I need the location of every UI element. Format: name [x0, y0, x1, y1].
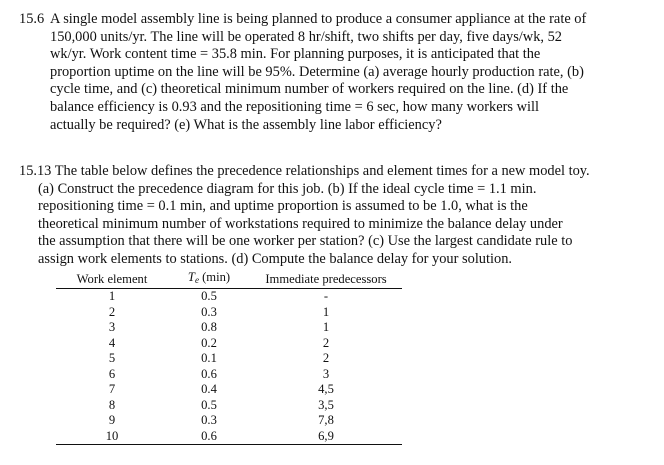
problem-line: (a) Construct the precedence diagram for this job. (b) If the ideal cycle time = 1.1 min. — [38, 180, 537, 197]
cell-time: 0.6 — [201, 366, 217, 381]
problem-line: A single model assembly line is being planned to produce a consumer appliance at the rate of — [50, 11, 587, 27]
cell-predecessors: 3,5 — [318, 397, 334, 412]
problem-text — [50, 11, 659, 134]
cell-element: 1 — [108, 289, 116, 304]
problem-line: The table below defines the precedence relationships and element times for a new model toy. — [54, 163, 590, 179]
table-row — [56, 351, 402, 367]
problem-text — [19, 163, 659, 269]
table-row — [56, 429, 402, 445]
problem-line: the assumption that there will be one worker per station? (c) Use the largest candidate rule to — [38, 233, 573, 250]
cell-time: 0.1 — [201, 351, 217, 366]
problem-line: repositioning time = 0.1 min, and uptime proportion is assumed to be 1.0, what is the — [38, 198, 528, 215]
cell-time: 0.2 — [201, 335, 217, 350]
problem-line: wk/yr. Work content time = 35.8 min. For planning purposes, it is anticipated that the — [50, 46, 541, 63]
problem-line: theoretical minimum number of workstations required to minimize the balance delay under — [38, 215, 563, 232]
header-element-time — [168, 270, 250, 289]
cell-element: 2 — [108, 304, 116, 319]
cell-predecessors: 1 — [322, 320, 330, 335]
problem-line: cycle time, and (c) theoretical minimum number of workers required on the line. (d) If the — [50, 81, 569, 98]
cell-time: 0.5 — [201, 289, 217, 304]
cell-predecessors: 2 — [322, 351, 330, 366]
table-row — [56, 305, 402, 321]
problem-line: 150,000 units/yr. The line will be operated 8 hr/shift, two shifts per day, five days/wk, 52 — [50, 28, 562, 45]
cell-predecessors: 2 — [322, 335, 330, 350]
problem-line: balance efficiency is 0.93 and the repositioning time = 6 sec, how many workers will — [50, 98, 540, 115]
problem-line: proportion uptime on the line will be 95%. Determine (a) average hourly production rate, (b) — [50, 63, 584, 80]
problem-line: actually be required? (e) What is the assembly line labor efficiency? — [50, 116, 442, 133]
cell-time: 0.8 — [201, 320, 217, 335]
cell-time: 0.4 — [201, 382, 217, 397]
cell-predecessors: - — [323, 289, 329, 304]
cell-element: 9 — [108, 413, 116, 428]
cell-element: 3 — [108, 320, 116, 335]
table-row — [56, 289, 402, 305]
table-row — [56, 336, 402, 352]
cell-time: 0.6 — [168, 429, 250, 445]
te-unit: (min) — [198, 270, 231, 284]
cell-element: 10 — [56, 429, 168, 445]
cell-predecessors: 3 — [322, 366, 330, 381]
problem-number: 15.6 — [19, 11, 45, 27]
cell-predecessors: 1 — [322, 304, 330, 319]
problem-first-line — [19, 163, 659, 181]
header-predecessors: Immediate predecessors — [250, 270, 402, 289]
problem-number: 15.13 — [19, 163, 52, 179]
table-row — [56, 413, 402, 429]
cell-element: 6 — [108, 366, 116, 381]
problem-15-13 — [19, 163, 659, 269]
problem-line: assign work elements to stations. (d) Compute the balance delay for your solution. — [38, 250, 512, 267]
table-row — [56, 382, 402, 398]
table-row — [56, 367, 402, 383]
te-subscript: e — [194, 275, 199, 285]
cell-time: 0.5 — [201, 397, 217, 412]
cell-element: 7 — [108, 382, 116, 397]
problem-15-6 — [19, 11, 659, 134]
cell-predecessors: 6,9 — [250, 429, 402, 445]
cell-element: 5 — [108, 351, 116, 366]
te-symbol: T — [187, 270, 195, 284]
table-row — [56, 320, 402, 336]
cell-element: 4 — [108, 335, 116, 350]
table-row — [56, 398, 402, 414]
cell-element: 8 — [108, 397, 116, 412]
cell-predecessors: 4,5 — [318, 382, 334, 397]
cell-time: 0.3 — [201, 304, 217, 319]
cell-time: 0.3 — [201, 413, 217, 428]
table-header-row — [56, 270, 402, 289]
precedence-table — [56, 270, 402, 445]
cell-predecessors: 7,8 — [318, 413, 334, 428]
header-work-element: Work element — [56, 270, 168, 289]
